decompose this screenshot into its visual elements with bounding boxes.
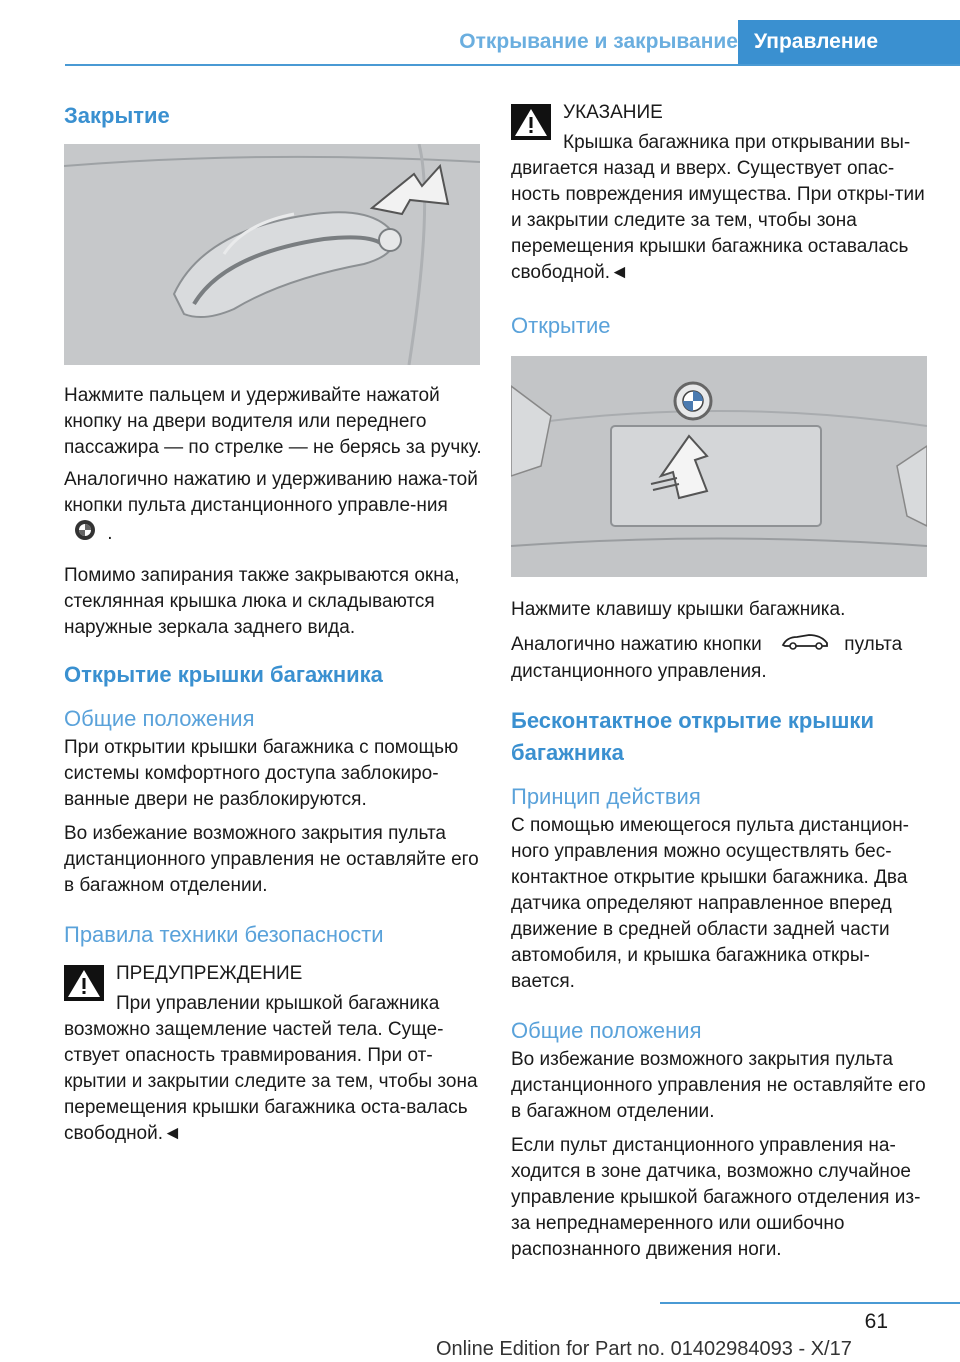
heading-close: Закрытие: [64, 103, 170, 128]
trunk-illustration: [511, 356, 927, 577]
heading-safety: Правила техники безопасности: [64, 922, 384, 947]
notice-icon: [511, 104, 551, 140]
section-title: Открывание и закрывание: [459, 30, 738, 53]
door-handle-illustration: [64, 144, 480, 365]
heading-general-right: Общие положения: [511, 1018, 702, 1043]
paragraph-press-trunk-key: Нажмите клавишу крышки багажника.: [511, 599, 846, 620]
paragraph-windows: Помимо запирания также закрываются окна, стеклянная крышка люка и складываются наружные зеркала заднего вида.: [64, 565, 460, 638]
paragraph-remote-end: .: [107, 523, 113, 545]
trunk-lid-photo: [511, 356, 927, 577]
warning-icon: [64, 965, 104, 1001]
left-column: [64, 88, 482, 1147]
bmw-key-icon: [74, 519, 96, 549]
notice-title: УКАЗАНИЕ: [563, 102, 663, 123]
notice-text-first-line: Крышка багажника при открывании вы-: [563, 132, 911, 153]
right-column: [511, 88, 929, 1263]
paragraph-principle: С помощью имеющегося пульта дистанцион-ного управления можно осуществлять бес-контактное открытие крышки багажника. Два датчика определяют направленное вперед движение в средней области задней части автомобиля, и крышка багажника откры-вается.: [511, 815, 910, 992]
page-header: [65, 20, 960, 66]
edition-note: Online Edition for Part no. 01402984093 - X/17: [436, 1338, 852, 1360]
paragraph-sensor-zone: Если пульт дистанционного управления на-ходится в зоне датчика, возможно случайное управление крышкой багажного отделения из-за непреднамеренного или ошибочно распознанного движения ноги.: [511, 1135, 921, 1260]
warning-text: возможно защемление частей тела. Суще-ствует опасность травмирования. При от-крытии и закрытии следите за тем, чтобы зона перемещения крышки багажника оста-валась свободной.◄: [64, 1019, 478, 1144]
heading-principle: Принцип действия: [511, 784, 701, 809]
car-trunk-icon: [781, 631, 831, 659]
paragraph-remote-button: [511, 631, 929, 685]
notice-text: двигается назад и вверх. Существует опас-ность повреждения имущества. При откры-тии и закрытии следите за тем, чтобы зона перемещения крышки багажника оставалась свободной.◄: [511, 158, 925, 283]
paragraph-remote-text: Аналогично нажатию и удерживанию нажа-той кнопки пульта дистанционного управле-ния: [64, 469, 478, 516]
paragraph-remote-storage: Во избежание возможного закрытия пульта дистанционного управления не оставляйте его в багажном отделении.: [64, 823, 479, 896]
warning-title: ПРЕДУПРЕЖДЕНИЕ: [116, 963, 303, 984]
heading-open: Открытие: [511, 313, 611, 338]
footer-rule: [660, 1302, 960, 1304]
paragraph-comfort-access: При открытии крышки багажника с помощью системы комфортного доступа заблокиро-ванные двери не разблокируются.: [64, 737, 459, 810]
heading-general: Общие положения: [64, 706, 255, 731]
heading-trunk-open: Открытие крышки багажника: [64, 662, 383, 687]
warning-text-first-line: При управлении крышкой багажника: [116, 993, 440, 1014]
door-handle-photo: [64, 144, 480, 365]
page-number: 61: [864, 1310, 888, 1333]
warning-block: [64, 961, 482, 1147]
paragraph-remote-storage-right: Во избежание возможного закрытия пульта дистанционного управления не оставляйте его в багажном отделении.: [511, 1049, 926, 1122]
heading-contactless: Бесконтактное открытие крышки багажника: [511, 708, 874, 765]
paragraph-remote-button-text: Аналогично нажатию кнопки: [511, 634, 762, 656]
notice-block: [511, 100, 929, 286]
paragraph-remote: [64, 467, 482, 549]
paragraph-press-button: Нажмите пальцем и удерживайте нажатой кнопку на двери водителя или переднего пассажира — по стрелке — не берясь за ручку.: [64, 385, 482, 458]
chapter-tab: Управление: [738, 20, 960, 64]
paragraph-remote-button-end: пульта дистанционного управления.: [511, 634, 903, 682]
